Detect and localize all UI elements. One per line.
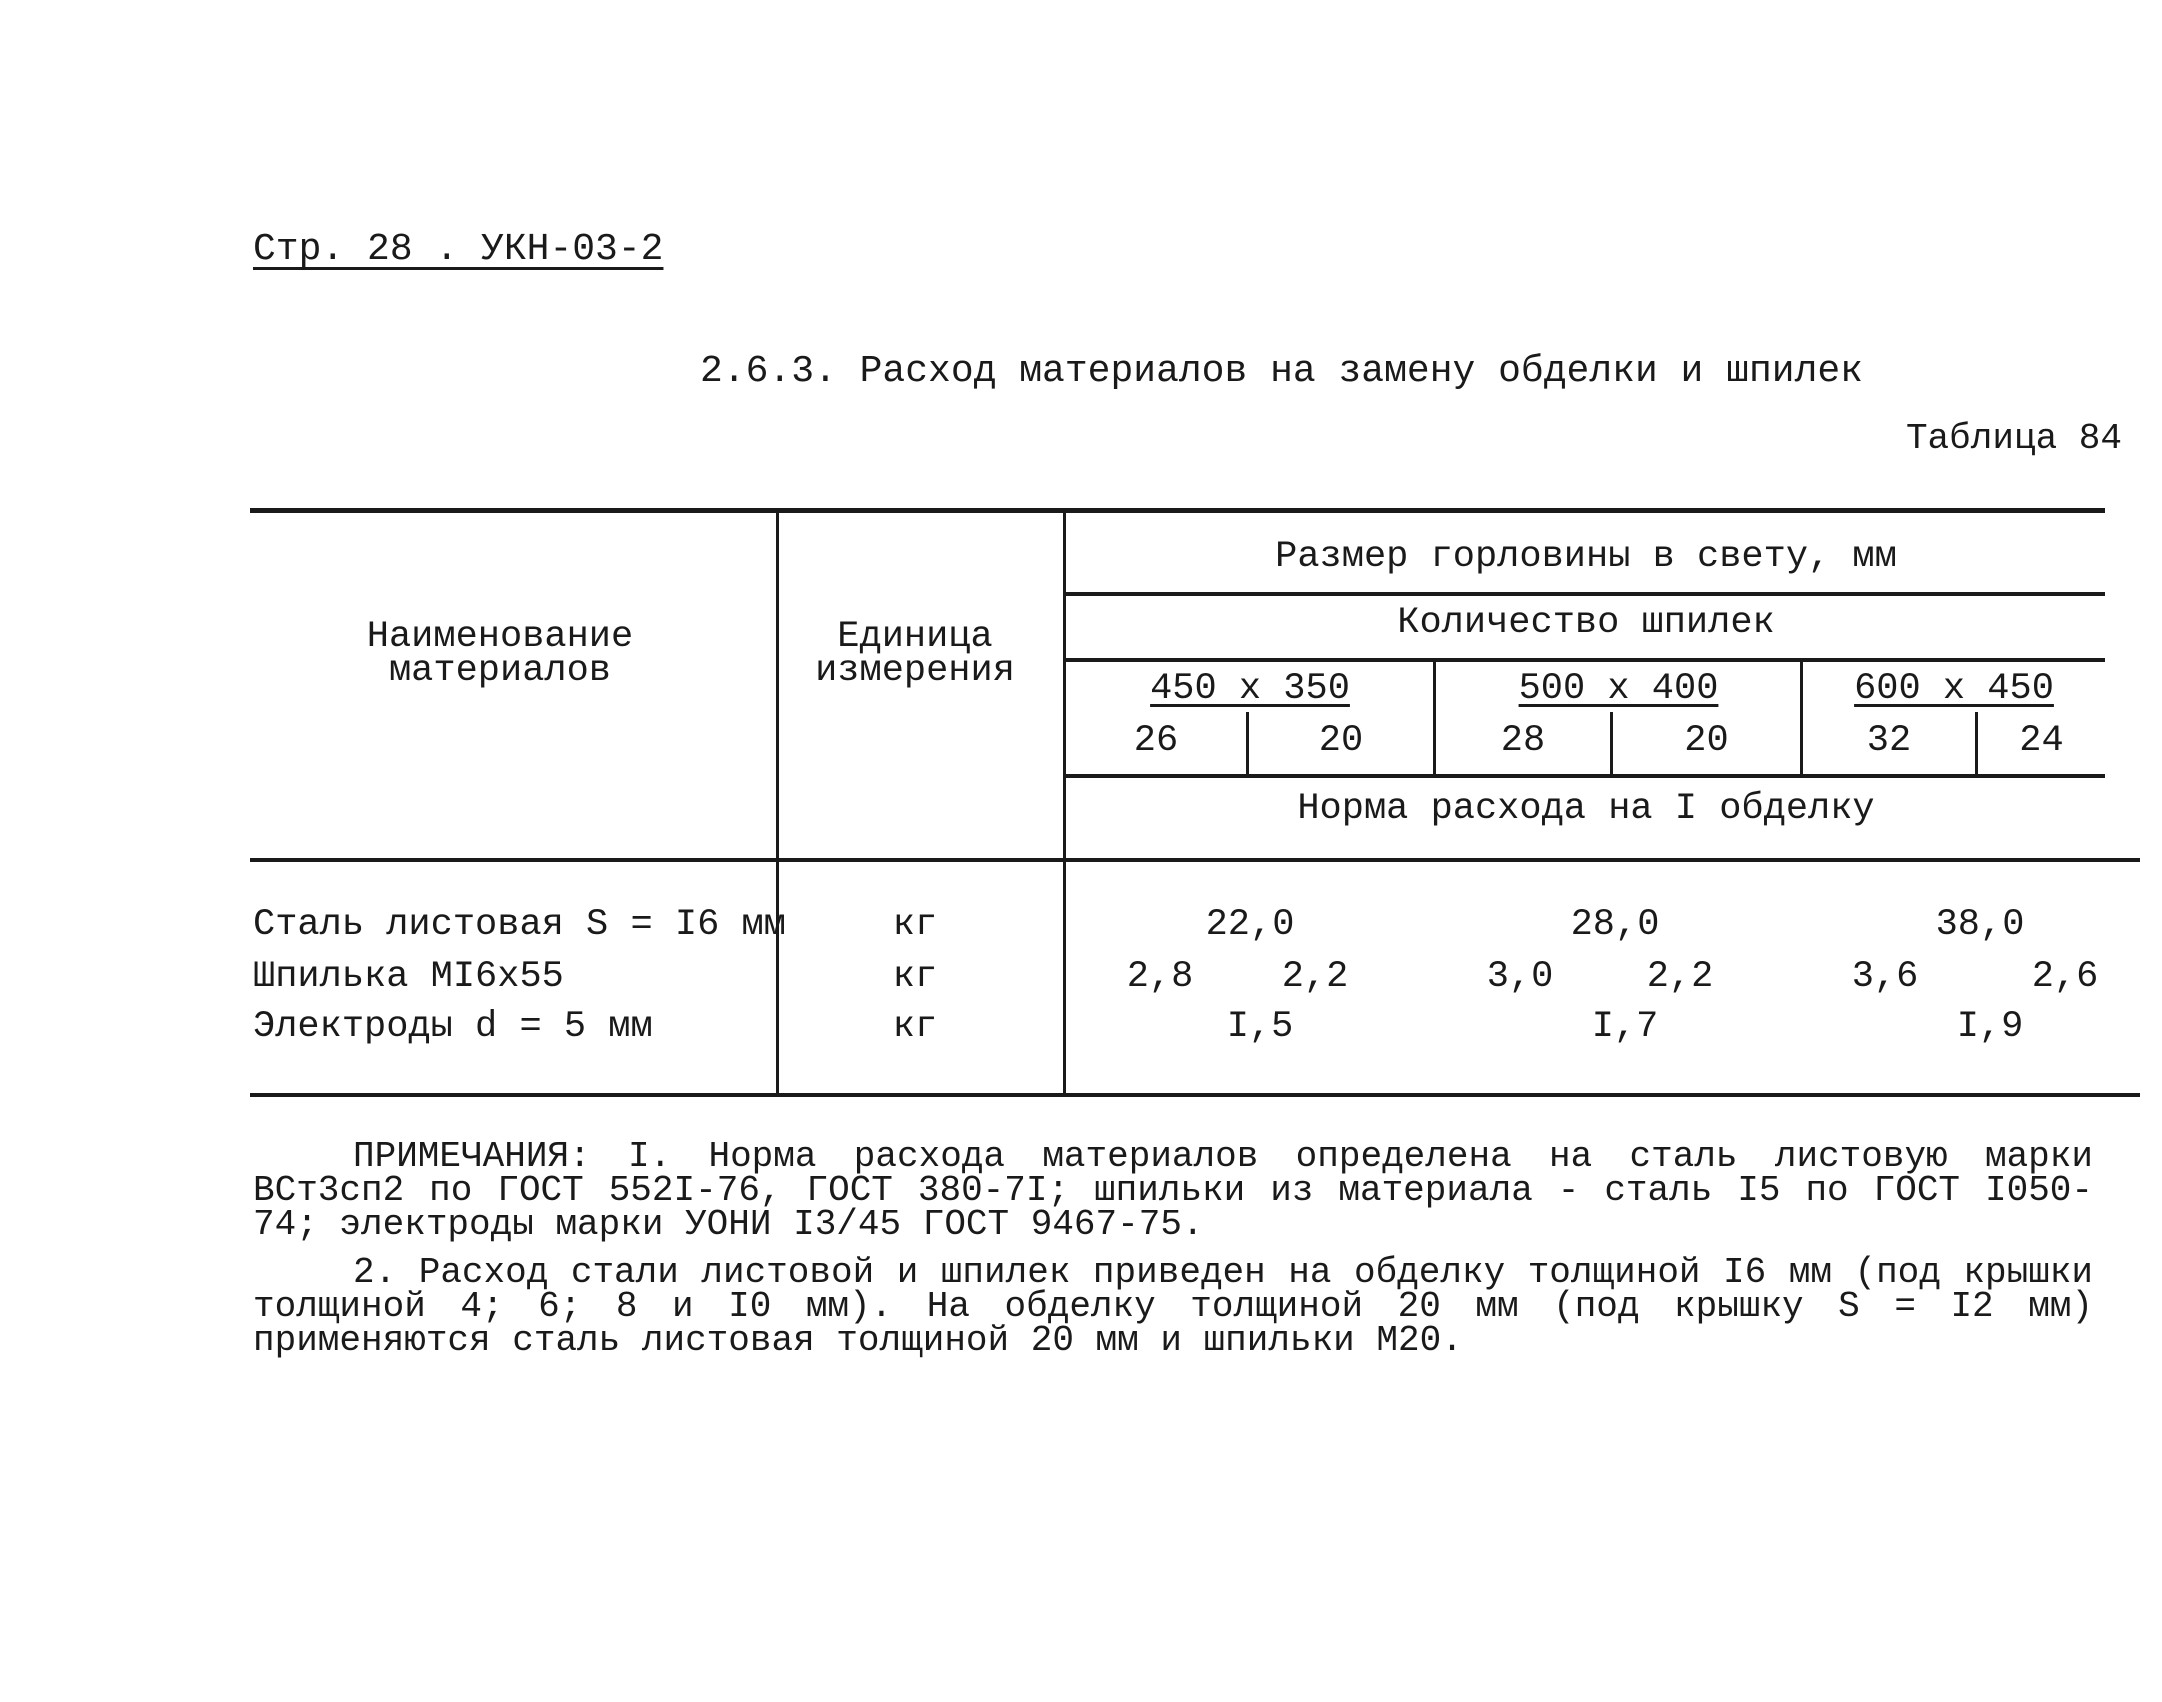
count-cell: 20 [1318,720,1364,762]
row-value: 28,0 [1570,904,1660,946]
count-cell: 20 [1684,720,1729,762]
note-2: 2. Расход стали листовой и шпилек приведен на обделку толщиной I6 мм (под крышки толщиной 4; 6; 8 и I0 мм). На обделку толщиной 20 мм (под крышку S = I2 мм) применяются сталь листовая толщиной 20 мм и шпильки М20. [253,1252,2093,1361]
col-unit-header: Единица измерения [815,616,1015,692]
group-header: Размер горловины в свету, мм [1275,536,1897,578]
row-value: 2,2 [1281,956,1349,998]
row-unit: кг [892,1006,938,1048]
counts-rule [1065,774,2105,778]
row-value: 22,0 [1205,904,1295,946]
size-header: 600 х 450 [1854,668,2054,710]
col-name-header: Наименование материалов [366,616,634,692]
count-cell: 28 [1500,720,1546,762]
row-name: Сталь листовая S = I6 мм [253,904,786,946]
size-header: 450 х 350 [1150,668,1350,710]
count-cell: 26 [1133,720,1179,762]
table-top-rule [250,508,2105,513]
row-name: Шпилька MI6x55 [253,956,564,998]
row-value: I,5 [1226,1006,1294,1048]
table-label: Таблица 84 [1905,418,2122,459]
subgroup-rule [1065,658,2105,662]
norm-header: Норма расхода на I обделку [1297,788,1875,830]
page-header: Стр. 28 . УКН-03-2 [253,228,664,271]
row-value: 3,0 [1486,956,1554,998]
row-value: 3,6 [1851,956,1919,998]
size-header: 500 х 400 [1518,668,1719,710]
group-rule [1065,592,2105,596]
section-title: 2.6.3. Расход материалов на замену обделки и шпилек [700,350,1863,393]
row-unit: кг [892,904,938,946]
table-bottom-rule [250,1093,2140,1097]
note-1: ПРИМЕЧАНИЯ: I. Норма расхода материалов определена на сталь листовую марки ВСт3сп2 по ГОСТ 552I-76, ГОСТ 380-7I; шпильки из материала - сталь I5 по ГОСТ I050-74; электроды марки УОНИ I3/45 ГОСТ 9467-75. [253,1136,2093,1245]
row-value: 2,2 [1646,956,1714,998]
row-value: 2,6 [2031,956,2099,998]
col-rule-1 [776,510,779,1095]
count-cell: 32 [1866,720,1912,762]
row-value: 2,8 [1126,956,1194,998]
row-value: 38,0 [1935,904,2025,946]
row-unit: кг [892,956,938,998]
count-cell: 24 [2019,720,2064,762]
row-value: I,7 [1591,1006,1659,1048]
row-value: I,9 [1956,1006,2024,1048]
row-name: Электроды d = 5 мм [253,1006,653,1048]
notes [253,1136,2093,1361]
header-bottom-rule [250,858,2140,862]
subgroup-header: Количество шпилек [1397,602,1775,644]
